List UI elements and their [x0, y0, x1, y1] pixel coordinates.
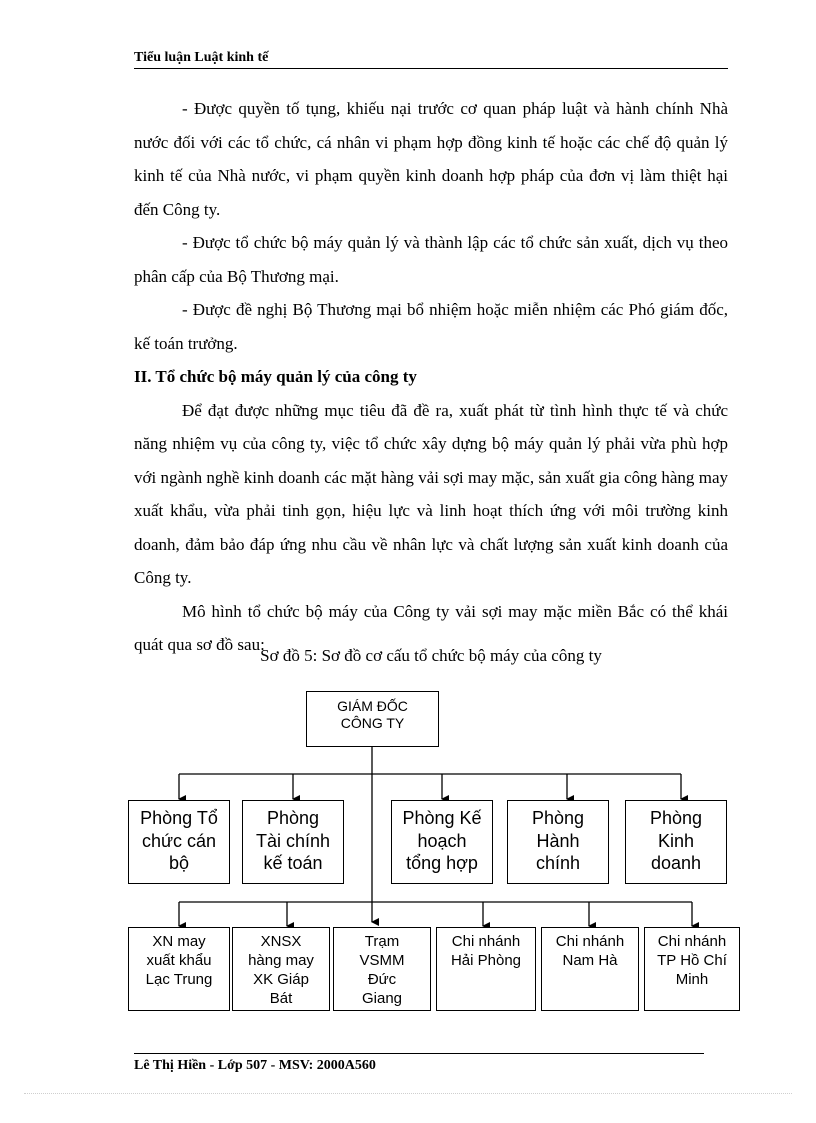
dept-box-business	[625, 800, 727, 884]
section-heading: II. Tổ chức bộ máy quản lý của công ty	[134, 367, 417, 386]
unit-box-line: TP Hồ Chí	[657, 952, 727, 969]
unit-box-line: Nam Hà	[562, 952, 618, 969]
unit-box-line: XN may	[152, 933, 206, 950]
unit-box-line: Hải Phòng	[450, 952, 522, 969]
unit-box	[232, 927, 330, 1011]
footer-divider	[134, 1053, 704, 1054]
unit-box-line: Bát	[269, 990, 293, 1007]
unit-box-line: Trạm	[364, 933, 400, 950]
dept-box-line: doanh	[650, 853, 702, 873]
unit-box-line: XK Giáp	[253, 971, 309, 988]
dept-box-finance	[242, 800, 344, 884]
paragraph: - Được đề nghị Bộ Thương mại bổ nhiệm hoặc miễn nhiệm các Phó giám đốc, kế toán trưởng.	[134, 300, 728, 353]
dept-box-line: Phòng	[266, 808, 320, 828]
unit-box-line: Minh	[675, 971, 709, 988]
unit-box-line: xuất khẩu	[146, 952, 212, 969]
diagram-caption: Sơ đồ 5: Sơ đồ cơ cấu tổ chức bộ máy của công ty	[260, 646, 602, 665]
paragraph: Để đạt được những mục tiêu đã đề ra, xuất phát từ tình hình thực tế và chức năng nhiệm vụ của công ty, việc tổ chức xây dựng bộ máy quản lý phải vừa phù hợp với ngành nghề kinh doanh các mặt hàng vải sợi may mặc, sản xuất gia công hàng may xuất khẩu, vừa phải tinh gọn, hiệu lực và linh hoạt thích ứng với môi trường kinh doanh, đảm bảo đáp ứng nhu cầu về nhân lực và chất lượng sản xuất kinh doanh của Công ty.	[134, 400, 728, 587]
dept-box-line: Phòng	[649, 808, 703, 828]
unit-box	[541, 927, 639, 1011]
dept-box-line: Phòng	[531, 808, 585, 828]
unit-box-line: XNSX	[260, 933, 302, 950]
page-footer: Lê Thị Hiền - Lớp 507 - MSV: 2000A560	[134, 1058, 376, 1073]
dept-box-personnel	[128, 800, 230, 884]
unit-box	[128, 927, 230, 1011]
unit-box-line: Giang	[361, 990, 403, 1007]
unit-box	[436, 927, 536, 1011]
dept-box-line: Hành	[536, 830, 580, 851]
dept-box-line: Phòng Kế	[402, 808, 482, 828]
paragraph: - Được tổ chức bộ máy quản lý và thành lập các tổ chức sản xuất, dịch vụ theo phân cấp của Bộ Thương mại.	[134, 233, 728, 286]
dept-box-line: bộ	[168, 853, 189, 873]
unit-box-line: Chi nhánh	[555, 933, 625, 950]
dept-box-line: chức cán	[141, 830, 217, 851]
paragraph: Mô hình tổ chức bộ máy của Công ty vải sợi may mặc miền Bắc có thể khái quát qua sơ đồ sau:	[134, 601, 728, 654]
paragraph: - Được quyền tố tụng, khiếu nại trước cơ quan pháp luật và hành chính Nhà nước đối với các tổ chức, cá nhân vi phạm hợp đồng kinh tế hoặc các chế độ quản lý kinh tế của Nhà nước, vi phạm quyền kinh doanh hợp pháp của đơn vị làm thiệt hại đến Công ty.	[134, 99, 728, 219]
dept-box-planning	[391, 800, 493, 884]
unit-box-line: Đức	[367, 971, 397, 988]
page-header: Tiểu luận Luật kinh tế	[134, 50, 728, 69]
unit-box-line: VSMM	[359, 952, 405, 969]
unit-box-line: hàng may	[248, 952, 314, 969]
unit-box	[644, 927, 740, 1011]
dept-box-line: Kinh	[657, 830, 695, 851]
director-box	[306, 691, 439, 747]
unit-box-line: Chi nhánh	[451, 933, 521, 950]
director-box-line: CÔNG TY	[340, 715, 405, 731]
dept-box-line: tổng hợp	[406, 853, 478, 873]
dept-box-line: Phòng Tổ	[140, 808, 218, 828]
dept-box-line: Tài chính	[255, 830, 331, 851]
dept-box-administration	[507, 800, 609, 884]
director-box-line: GIÁM ĐỐC	[337, 698, 408, 714]
unit-box-line: Chi nhánh	[657, 933, 727, 950]
unit-box	[333, 927, 431, 1011]
dept-box-line: chính	[535, 853, 581, 873]
dept-box-line: kế toán	[263, 853, 323, 873]
dept-box-line: hoạch	[417, 830, 467, 851]
page-edge	[24, 1093, 792, 1094]
unit-box-line: Lạc Trung	[145, 971, 213, 988]
body-text	[134, 92, 728, 662]
